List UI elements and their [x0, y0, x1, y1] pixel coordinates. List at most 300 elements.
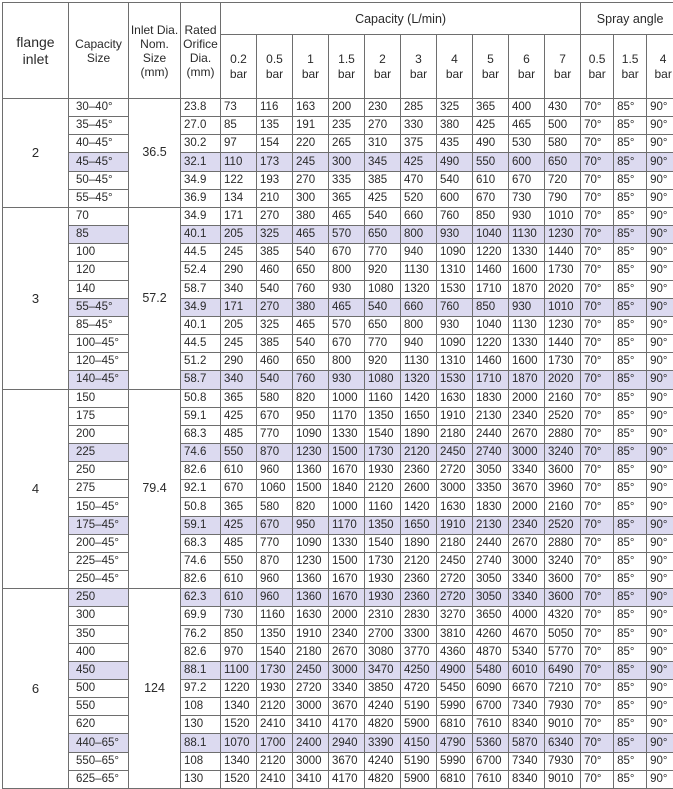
capacity-value-cell: 110 — [221, 153, 257, 171]
capacity-value-cell: 3670 — [329, 752, 365, 770]
capacity-value-cell: 1230 — [293, 443, 329, 461]
orifice-dia-cell: 50.8 — [181, 498, 221, 516]
pressure-unit: bar — [509, 67, 544, 82]
capacity-value-cell: 1310 — [437, 262, 473, 280]
spray-angle-cell: 85° — [614, 734, 647, 752]
pressure-value: 0.5 — [257, 52, 292, 67]
capacity-value-cell: 1090 — [293, 534, 329, 552]
capacity-pressure-header — [221, 35, 257, 99]
capacity-value-cell: 3000 — [509, 443, 545, 461]
spray-angle-cell: 90° — [647, 99, 673, 117]
capacity-value-cell: 3390 — [365, 734, 401, 752]
capacity-size-cell: 140–45° — [69, 371, 129, 389]
spray-angle-cell: 90° — [647, 770, 673, 788]
spray-angle-cell: 70° — [581, 335, 614, 353]
capacity-size-cell: 350 — [69, 625, 129, 643]
spray-angle-cell: 90° — [647, 480, 673, 498]
orifice-dia-cell: 62.3 — [181, 589, 221, 607]
capacity-value-cell: 1160 — [257, 607, 293, 625]
capacity-size-cell: 175 — [69, 407, 129, 425]
table-row — [3, 680, 673, 698]
capacity-value-cell: 330 — [401, 117, 437, 135]
spray-angle-cell: 90° — [647, 716, 673, 734]
capacity-value-cell: 4670 — [509, 625, 545, 643]
capacity-value-cell: 2360 — [401, 571, 437, 589]
capacity-size-cell: 275 — [69, 480, 129, 498]
orifice-dia-cell: 108 — [181, 752, 221, 770]
capacity-value-cell: 550 — [473, 153, 509, 171]
capacity-value-cell: 1830 — [473, 498, 509, 516]
nozzle-capacity-table — [2, 2, 673, 789]
capacity-value-cell: 1230 — [545, 316, 581, 334]
capacity-size-cell: 625–65° — [69, 770, 129, 788]
capacity-value-cell: 1170 — [329, 516, 365, 534]
capacity-value-cell: 1220 — [473, 335, 509, 353]
capacity-value-cell: 1310 — [437, 353, 473, 371]
capacity-value-cell: 365 — [329, 189, 365, 207]
capacity-value-cell: 930 — [329, 280, 365, 298]
capacity-value-cell: 4000 — [509, 607, 545, 625]
capacity-value-cell: 2400 — [293, 734, 329, 752]
capacity-value-cell: 1500 — [293, 480, 329, 498]
capacity-value-cell: 650 — [545, 153, 581, 171]
capacity-value-cell: 3410 — [293, 770, 329, 788]
capacity-value-cell: 1230 — [545, 226, 581, 244]
spray-angle-cell: 90° — [647, 371, 673, 389]
capacity-value-cell: 85 — [221, 117, 257, 135]
capacity-value-cell: 2360 — [401, 462, 437, 480]
capacity-value-cell: 1500 — [329, 443, 365, 461]
capacity-value-cell: 340 — [221, 371, 257, 389]
capacity-value-cell: 4170 — [329, 770, 365, 788]
capacity-value-cell: 6700 — [473, 752, 509, 770]
capacity-value-cell: 4150 — [401, 734, 437, 752]
capacity-value-cell: 205 — [221, 316, 257, 334]
spray-angle-cell: 70° — [581, 407, 614, 425]
capacity-value-cell: 3340 — [329, 680, 365, 698]
capacity-value-cell: 930 — [509, 207, 545, 225]
spray-angle-cell: 70° — [581, 770, 614, 788]
inlet-dia-cell: 79.4 — [129, 389, 181, 589]
capacity-value-cell: 2740 — [473, 552, 509, 570]
capacity-size-cell: 85–45° — [69, 316, 129, 334]
capacity-value-cell: 3600 — [545, 589, 581, 607]
capacity-value-cell: 770 — [365, 335, 401, 353]
capacity-value-cell: 800 — [329, 353, 365, 371]
capacity-value-cell: 760 — [437, 298, 473, 316]
spray-angle-cell: 70° — [581, 298, 614, 316]
capacity-value-cell: 1670 — [329, 571, 365, 589]
capacity-value-cell: 2310 — [365, 607, 401, 625]
capacity-value-cell: 6490 — [545, 661, 581, 679]
capacity-value-cell: 6340 — [545, 734, 581, 752]
spray-angle-cell: 70° — [581, 516, 614, 534]
capacity-value-cell: 2410 — [257, 716, 293, 734]
capacity-value-cell: 1160 — [365, 389, 401, 407]
table-row — [3, 752, 673, 770]
capacity-size-cell: 120–45° — [69, 353, 129, 371]
capacity-value-cell: 1220 — [221, 680, 257, 698]
table-row — [3, 625, 673, 643]
spray-angle-cell: 70° — [581, 226, 614, 244]
capacity-value-cell: 220 — [293, 135, 329, 153]
capacity-value-cell: 3350 — [473, 480, 509, 498]
header-capacity-size-label: Capacity Size — [73, 37, 125, 65]
capacity-value-cell: 2720 — [437, 589, 473, 607]
capacity-value-cell: 7340 — [509, 752, 545, 770]
capacity-value-cell: 380 — [437, 117, 473, 135]
capacity-value-cell: 4170 — [329, 716, 365, 734]
pressure-unit: bar — [257, 67, 292, 82]
capacity-value-cell: 1350 — [365, 516, 401, 534]
spray-angle-cell: 85° — [614, 371, 647, 389]
capacity-size-cell: 55–45° — [69, 189, 129, 207]
table-row — [3, 189, 673, 207]
spray-angle-cell: 70° — [581, 552, 614, 570]
spray-angle-cell: 70° — [581, 389, 614, 407]
orifice-dia-cell: 130 — [181, 716, 221, 734]
header-flange-inlet-label: flange inlet — [11, 34, 61, 68]
capacity-value-cell: 2180 — [437, 534, 473, 552]
capacity-value-cell: 2520 — [545, 407, 581, 425]
capacity-pressure-header — [293, 35, 329, 99]
capacity-value-cell: 430 — [545, 99, 581, 117]
spray-angle-cell: 70° — [581, 752, 614, 770]
capacity-value-cell: 385 — [257, 244, 293, 262]
capacity-value-cell: 7930 — [545, 698, 581, 716]
capacity-value-cell: 1340 — [221, 752, 257, 770]
spray-angle-cell: 90° — [647, 443, 673, 461]
capacity-value-cell: 1130 — [401, 353, 437, 371]
spray-angle-cell: 85° — [614, 316, 647, 334]
capacity-value-cell: 850 — [473, 207, 509, 225]
capacity-value-cell: 5770 — [545, 643, 581, 661]
capacity-size-cell: 500 — [69, 680, 129, 698]
capacity-value-cell: 122 — [221, 171, 257, 189]
table-row — [3, 262, 673, 280]
capacity-value-cell: 270 — [293, 171, 329, 189]
capacity-value-cell: 8340 — [509, 770, 545, 788]
spray-angle-cell: 70° — [581, 680, 614, 698]
capacity-value-cell: 2720 — [437, 571, 473, 589]
capacity-value-cell: 245 — [221, 244, 257, 262]
capacity-value-cell: 4320 — [545, 607, 581, 625]
capacity-value-cell: 670 — [329, 244, 365, 262]
capacity-value-cell: 135 — [257, 117, 293, 135]
table-row — [3, 534, 673, 552]
capacity-value-cell: 2450 — [437, 443, 473, 461]
capacity-value-cell: 460 — [257, 262, 293, 280]
capacity-value-cell: 3850 — [365, 680, 401, 698]
capacity-value-cell: 1010 — [545, 207, 581, 225]
capacity-value-cell: 300 — [329, 153, 365, 171]
capacity-value-cell: 610 — [221, 589, 257, 607]
capacity-size-cell: 120 — [69, 262, 129, 280]
capacity-value-cell: 2700 — [365, 625, 401, 643]
capacity-value-cell: 1060 — [257, 480, 293, 498]
table-header — [3, 3, 673, 99]
pressure-unit: bar — [401, 67, 436, 82]
capacity-size-cell: 225 — [69, 443, 129, 461]
capacity-value-cell: 8340 — [509, 716, 545, 734]
capacity-value-cell: 940 — [401, 335, 437, 353]
pressure-value: 1.5 — [614, 52, 646, 67]
capacity-value-cell: 5190 — [401, 698, 437, 716]
pressure-value: 1 — [293, 52, 328, 67]
capacity-value-cell: 5900 — [401, 716, 437, 734]
capacity-value-cell: 4870 — [473, 643, 509, 661]
table-row — [3, 516, 673, 534]
spray-angle-cell: 90° — [647, 117, 673, 135]
capacity-value-cell: 930 — [437, 226, 473, 244]
capacity-value-cell: 540 — [437, 171, 473, 189]
spray-angle-cell: 90° — [647, 153, 673, 171]
orifice-dia-cell: 88.1 — [181, 661, 221, 679]
capacity-value-cell: 550 — [221, 443, 257, 461]
capacity-size-cell: 30–40° — [69, 99, 129, 117]
inlet-dia-cell: 36.5 — [129, 99, 181, 208]
capacity-size-cell: 100–45° — [69, 335, 129, 353]
capacity-value-cell: 2160 — [545, 389, 581, 407]
capacity-size-cell: 200 — [69, 425, 129, 443]
capacity-value-cell: 2440 — [473, 534, 509, 552]
capacity-value-cell: 1650 — [401, 516, 437, 534]
capacity-value-cell: 1040 — [473, 226, 509, 244]
capacity-value-cell: 1360 — [293, 589, 329, 607]
capacity-value-cell: 465 — [293, 316, 329, 334]
capacity-size-cell: 175–45° — [69, 516, 129, 534]
spray-angle-cell: 70° — [581, 135, 614, 153]
capacity-value-cell: 2340 — [329, 625, 365, 643]
capacity-value-cell: 770 — [257, 425, 293, 443]
spray-angle-cell: 90° — [647, 244, 673, 262]
spray-angle-cell: 85° — [614, 516, 647, 534]
capacity-value-cell: 3000 — [437, 480, 473, 498]
capacity-value-cell: 1330 — [509, 335, 545, 353]
spray-angle-cell: 70° — [581, 353, 614, 371]
capacity-size-cell: 45–45° — [69, 153, 129, 171]
spray-angle-cell: 90° — [647, 262, 673, 280]
capacity-value-cell: 1080 — [365, 280, 401, 298]
table-row — [3, 226, 673, 244]
capacity-value-cell: 380 — [293, 298, 329, 316]
capacity-value-cell: 4820 — [365, 770, 401, 788]
capacity-value-cell: 800 — [329, 262, 365, 280]
spray-angle-cell: 85° — [614, 571, 647, 589]
capacity-value-cell: 425 — [221, 407, 257, 425]
capacity-value-cell: 1070 — [221, 734, 257, 752]
capacity-value-cell: 4260 — [473, 625, 509, 643]
capacity-value-cell: 1670 — [329, 589, 365, 607]
capacity-value-cell: 540 — [293, 335, 329, 353]
capacity-value-cell: 4360 — [437, 643, 473, 661]
table-row — [3, 316, 673, 334]
capacity-value-cell: 800 — [401, 316, 437, 334]
capacity-value-cell: 1350 — [257, 625, 293, 643]
capacity-value-cell: 2000 — [329, 607, 365, 625]
capacity-value-cell: 3340 — [509, 571, 545, 589]
capacity-value-cell: 230 — [365, 99, 401, 117]
header-capacity-size — [69, 3, 129, 99]
capacity-value-cell: 610 — [473, 171, 509, 189]
capacity-size-cell: 55–45° — [69, 298, 129, 316]
capacity-value-cell: 345 — [365, 153, 401, 171]
orifice-dia-cell: 32.1 — [181, 153, 221, 171]
capacity-value-cell: 375 — [401, 135, 437, 153]
spray-angle-cell: 85° — [614, 589, 647, 607]
pressure-unit: bar — [437, 67, 472, 82]
capacity-value-cell: 5900 — [401, 770, 437, 788]
capacity-value-cell: 920 — [365, 262, 401, 280]
spray-angle-cell: 90° — [647, 462, 673, 480]
capacity-value-cell: 5340 — [509, 643, 545, 661]
spray-angle-cell: 90° — [647, 425, 673, 443]
capacity-value-cell: 2180 — [293, 643, 329, 661]
capacity-value-cell: 1540 — [365, 425, 401, 443]
table-row — [3, 589, 673, 607]
capacity-value-cell: 3670 — [329, 698, 365, 716]
header-flange-inlet — [3, 3, 69, 99]
capacity-value-cell: 1540 — [257, 643, 293, 661]
capacity-value-cell: 730 — [221, 607, 257, 625]
spray-angle-cell: 70° — [581, 661, 614, 679]
capacity-value-cell: 3240 — [545, 443, 581, 461]
spray-angle-cell: 90° — [647, 335, 673, 353]
capacity-value-cell: 465 — [293, 226, 329, 244]
capacity-value-cell: 7340 — [509, 698, 545, 716]
capacity-value-cell: 1710 — [473, 371, 509, 389]
capacity-value-cell: 310 — [365, 135, 401, 153]
table-row — [3, 480, 673, 498]
capacity-value-cell: 9010 — [545, 770, 581, 788]
spray-angle-cell: 70° — [581, 316, 614, 334]
capacity-value-cell: 1910 — [293, 625, 329, 643]
capacity-value-cell: 1360 — [293, 462, 329, 480]
flange-inlet-cell: 3 — [3, 207, 69, 389]
spray-angle-cell: 85° — [614, 298, 647, 316]
capacity-value-cell: 490 — [473, 135, 509, 153]
spray-angle-cell: 85° — [614, 498, 647, 516]
capacity-value-cell: 650 — [365, 316, 401, 334]
spray-angle-cell: 85° — [614, 207, 647, 225]
header-rated-orifice — [181, 3, 221, 99]
spray-angle-cell: 90° — [647, 625, 673, 643]
pressure-value: 0.5 — [581, 52, 613, 67]
capacity-value-cell: 6670 — [509, 680, 545, 698]
pressure-unit: bar — [581, 67, 613, 82]
orifice-dia-cell: 68.3 — [181, 534, 221, 552]
spray-angle-cell: 90° — [647, 589, 673, 607]
capacity-value-cell: 1330 — [329, 534, 365, 552]
capacity-value-cell: 335 — [329, 171, 365, 189]
capacity-value-cell: 1090 — [437, 335, 473, 353]
orifice-dia-cell: 76.2 — [181, 625, 221, 643]
capacity-value-cell: 1890 — [401, 425, 437, 443]
capacity-value-cell: 580 — [257, 389, 293, 407]
capacity-value-cell: 670 — [257, 516, 293, 534]
spray-angle-cell: 90° — [647, 680, 673, 698]
capacity-size-cell: 200–45° — [69, 534, 129, 552]
capacity-value-cell: 960 — [257, 462, 293, 480]
capacity-size-cell: 35–45° — [69, 117, 129, 135]
pressure-value: 4 — [437, 52, 472, 67]
capacity-value-cell: 1930 — [365, 589, 401, 607]
capacity-value-cell: 1420 — [401, 389, 437, 407]
capacity-value-cell: 385 — [365, 171, 401, 189]
capacity-size-cell: 40–45° — [69, 135, 129, 153]
capacity-value-cell: 1220 — [473, 244, 509, 262]
capacity-value-cell: 1710 — [473, 280, 509, 298]
capacity-size-cell: 300 — [69, 607, 129, 625]
capacity-value-cell: 425 — [401, 153, 437, 171]
spray-angle-cell: 90° — [647, 135, 673, 153]
orifice-dia-cell: 34.9 — [181, 171, 221, 189]
capacity-value-cell: 670 — [329, 335, 365, 353]
orifice-dia-cell: 34.9 — [181, 298, 221, 316]
capacity-value-cell: 960 — [257, 571, 293, 589]
capacity-value-cell: 820 — [293, 498, 329, 516]
pressure-value: 5 — [473, 52, 508, 67]
spray-angle-cell: 90° — [647, 734, 673, 752]
capacity-value-cell: 173 — [257, 153, 293, 171]
spray-angle-cell: 85° — [614, 680, 647, 698]
pressure-unit: bar — [329, 67, 364, 82]
capacity-value-cell: 1130 — [509, 226, 545, 244]
capacity-value-cell: 325 — [257, 316, 293, 334]
capacity-value-cell: 1670 — [329, 462, 365, 480]
orifice-dia-cell: 40.1 — [181, 316, 221, 334]
capacity-size-cell: 150 — [69, 389, 129, 407]
capacity-value-cell: 7210 — [545, 680, 581, 698]
orifice-dia-cell: 34.9 — [181, 207, 221, 225]
capacity-value-cell: 970 — [221, 643, 257, 661]
capacity-value-cell: 270 — [257, 207, 293, 225]
capacity-value-cell: 570 — [329, 226, 365, 244]
header-capacity-group: Capacity (L/min) — [221, 3, 581, 35]
capacity-value-cell: 1460 — [473, 262, 509, 280]
capacity-value-cell: 163 — [293, 99, 329, 117]
capacity-value-cell: 6810 — [437, 770, 473, 788]
orifice-dia-cell: 74.6 — [181, 552, 221, 570]
capacity-value-cell: 580 — [257, 498, 293, 516]
capacity-value-cell: 4240 — [365, 698, 401, 716]
capacity-value-cell: 2410 — [257, 770, 293, 788]
capacity-value-cell: 940 — [401, 244, 437, 262]
capacity-value-cell: 7610 — [473, 770, 509, 788]
capacity-size-cell: 550–65° — [69, 752, 129, 770]
capacity-value-cell: 1930 — [257, 680, 293, 698]
capacity-size-cell: 50–45° — [69, 171, 129, 189]
capacity-value-cell: 500 — [545, 117, 581, 135]
capacity-value-cell: 1870 — [509, 280, 545, 298]
capacity-value-cell: 610 — [221, 571, 257, 589]
spray-angle-cell: 85° — [614, 189, 647, 207]
spray-angle-cell: 70° — [581, 643, 614, 661]
table-row — [3, 462, 673, 480]
capacity-value-cell: 1520 — [221, 770, 257, 788]
orifice-dia-cell: 130 — [181, 770, 221, 788]
orifice-dia-cell: 108 — [181, 698, 221, 716]
capacity-value-cell: 1010 — [545, 298, 581, 316]
capacity-value-cell: 1000 — [329, 498, 365, 516]
capacity-value-cell: 1650 — [401, 407, 437, 425]
spray-angle-cell: 85° — [614, 171, 647, 189]
pressure-value: 6 — [509, 52, 544, 67]
capacity-value-cell: 340 — [221, 280, 257, 298]
capacity-pressure-header — [509, 35, 545, 99]
capacity-value-cell: 820 — [293, 389, 329, 407]
header-inlet-dia — [129, 3, 181, 99]
